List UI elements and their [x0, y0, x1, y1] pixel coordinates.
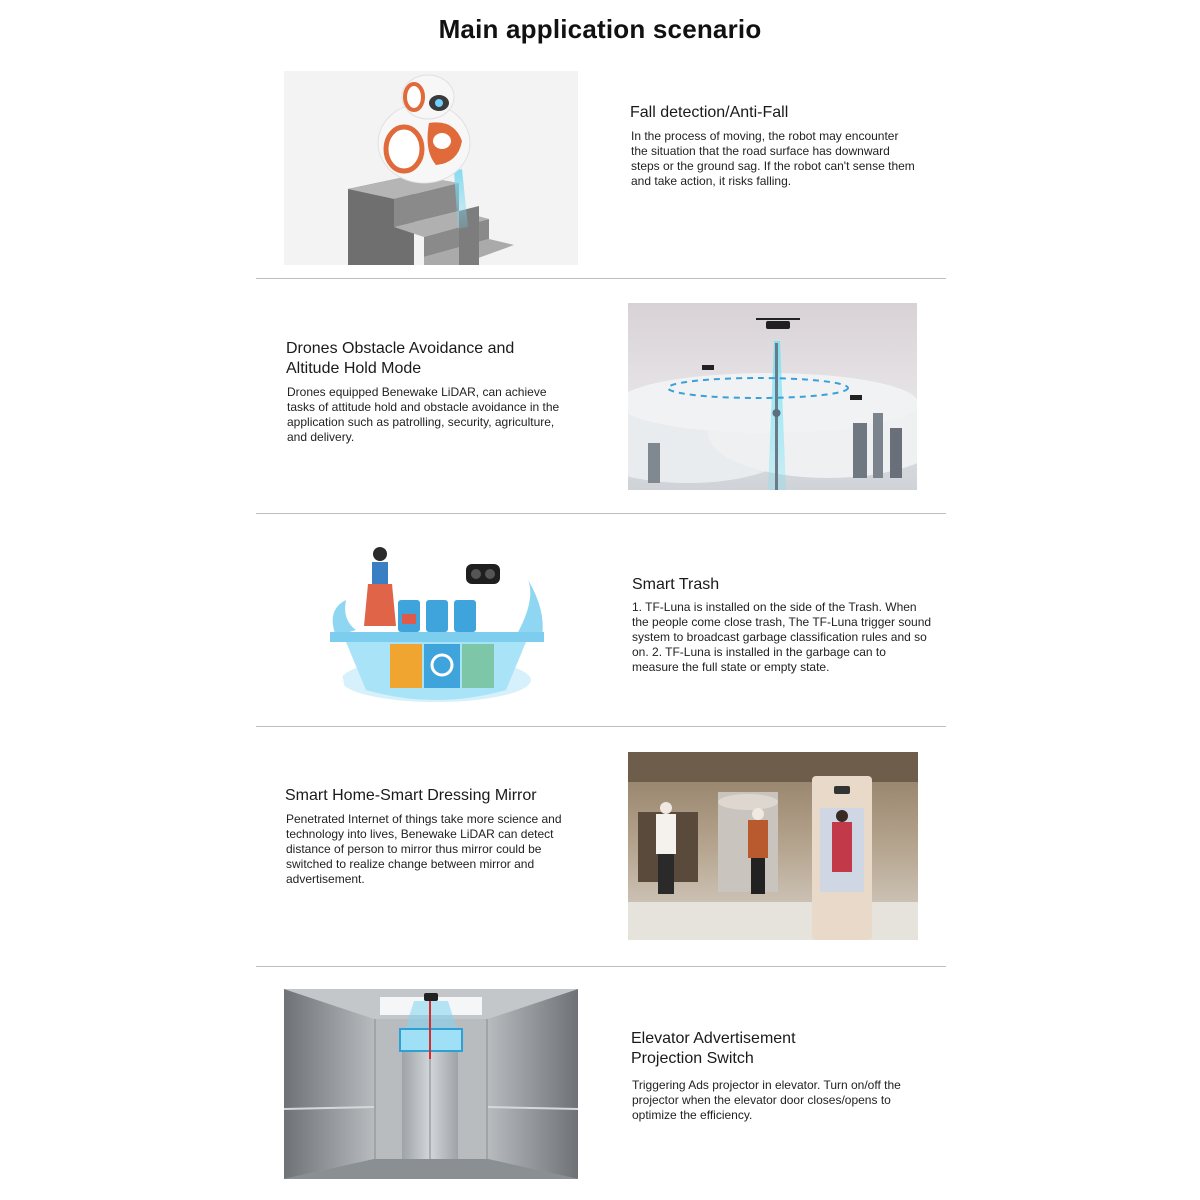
section-title-dressing-mirror: Smart Home-Smart Dressing Mirror [285, 787, 537, 804]
section-divider [256, 726, 946, 727]
section-title-elevator: Elevator Advertisement Projection Switch [631, 1030, 796, 1067]
drones-clouds-image [628, 303, 917, 490]
clothing-store-image [628, 752, 918, 940]
section-title-drones: Drones Obstacle Avoidance and Altitude Hold Mode [286, 340, 515, 377]
section-body-smart-trash: 1. TF-Luna is installed on the side of the Trash. When the people come close trash, The TF-Luna trigger sound system to broadcast garbage classification rules and so on. 2. TF-Luna is installed in the garbage can to measure the full state or empty state. [632, 600, 932, 674]
section-body-fall-detection: In the process of moving, the robot may encounter the situation that the road surface has downward steps or the ground sag. If the robot can't sense them and take action, it risks falling. [631, 129, 915, 188]
section-title-smart-trash: Smart Trash [632, 576, 720, 593]
section-divider [256, 513, 946, 514]
section-body-drones: Drones equipped Benewake LiDAR, can achieve tasks of attitude hold and obstacle avoidance in the application such as patrolling, security, agriculture, and delivery. [287, 385, 560, 444]
section-body-dressing-mirror: Penetrated Internet of things take more science and technology into lives, Benewake LiDAR can detect distance of person to mirror thus mirror could be switched to realize change between mirror and advertisement. [286, 812, 562, 886]
section-divider [256, 966, 946, 967]
robot-stairs-image [284, 71, 578, 265]
section-divider [256, 278, 946, 279]
section-title-fall-detection: Fall detection/Anti-Fall [630, 104, 789, 121]
page-title: Main application scenario [438, 14, 762, 44]
smart-trash-illustration [316, 540, 552, 706]
section-body-elevator: Triggering Ads projector in elevator. Turn on/off the projector when the elevator door closes/opens to optimize the efficiency. [632, 1078, 901, 1122]
elevator-image [284, 989, 578, 1179]
